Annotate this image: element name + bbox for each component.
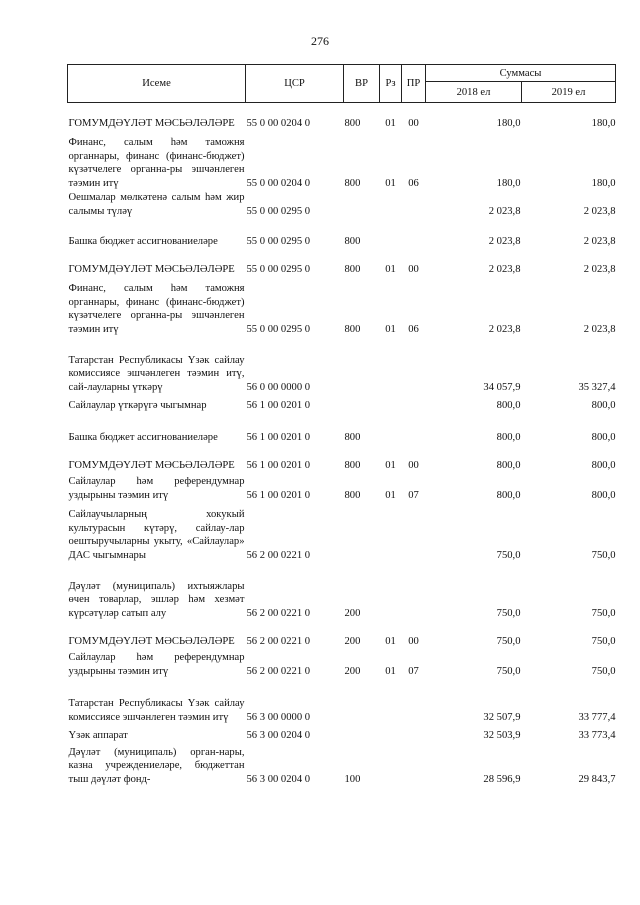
row-sum-2018: 750,0 bbox=[496, 549, 521, 561]
row-sum-2019: 750,0 bbox=[591, 635, 616, 647]
row-sum-2018: 750,0 bbox=[496, 607, 521, 619]
row-sum-2018: 32 503,9 bbox=[483, 729, 521, 741]
row-csr: 55 0 00 0295 0 bbox=[246, 205, 311, 217]
table-row bbox=[68, 103, 616, 131]
row-sum-2018: 2 023,8 bbox=[488, 263, 521, 275]
row-vr bbox=[344, 679, 380, 725]
row-rz bbox=[380, 743, 402, 787]
row-csr: 56 2 00 0221 0 bbox=[246, 665, 311, 677]
row-vr: 800 bbox=[344, 117, 361, 129]
table-row bbox=[68, 563, 616, 621]
row-csr: 56 3 00 0204 0 bbox=[246, 729, 311, 741]
row-sum-2018: 28 596,9 bbox=[483, 773, 521, 785]
row-name: Үзәк аппарат bbox=[68, 729, 128, 741]
row-sum-2018: 800,0 bbox=[496, 459, 521, 471]
row-rz: 01 bbox=[385, 323, 396, 335]
row-name: Сайлаулар үткәрүгә чыгымнар bbox=[68, 399, 207, 411]
header-csr: ЦСР bbox=[246, 65, 344, 103]
row-vr: 800 bbox=[344, 177, 361, 189]
row-vr: 800 bbox=[344, 263, 361, 275]
row-sum-2019: 750,0 bbox=[591, 549, 616, 561]
row-name: Сайлаулар һәм референдумнар уздырыны тәэмин итү bbox=[68, 476, 245, 501]
row-rz: 01 bbox=[385, 177, 396, 189]
row-pr: 00 bbox=[408, 635, 419, 647]
row-csr: 55 0 00 0295 0 bbox=[246, 323, 311, 335]
table-row bbox=[68, 395, 616, 413]
row-vr: 800 bbox=[344, 489, 361, 501]
table-row bbox=[68, 131, 616, 191]
table-row bbox=[68, 337, 616, 395]
row-rz bbox=[380, 503, 402, 563]
row-rz bbox=[380, 219, 402, 249]
row-sum-2019: 2 023,8 bbox=[583, 205, 616, 217]
row-csr: 55 0 00 0295 0 bbox=[246, 235, 311, 247]
row-csr: 55 0 00 0204 0 bbox=[246, 117, 311, 129]
row-vr bbox=[344, 395, 380, 413]
row-rz: 01 bbox=[385, 665, 396, 677]
row-sum-2019: 2 023,8 bbox=[583, 235, 616, 247]
header-vr: ВР bbox=[344, 65, 380, 103]
row-sum-2019: 180,0 bbox=[591, 117, 616, 129]
row-vr: 200 bbox=[344, 665, 361, 677]
row-csr: 56 1 00 0201 0 bbox=[246, 459, 311, 471]
table-row bbox=[68, 249, 616, 277]
row-pr bbox=[402, 191, 426, 219]
header-year-2019: 2019 ел bbox=[522, 82, 616, 103]
header-name: Исеме bbox=[68, 65, 246, 103]
table-row bbox=[68, 191, 616, 219]
row-rz bbox=[380, 337, 402, 395]
row-sum-2018: 2 023,8 bbox=[488, 323, 521, 335]
row-sum-2018: 800,0 bbox=[496, 399, 521, 411]
header-rz: Рз bbox=[380, 65, 402, 103]
row-rz bbox=[380, 679, 402, 725]
row-pr: 00 bbox=[408, 459, 419, 471]
table-row bbox=[68, 413, 616, 445]
row-pr: 07 bbox=[408, 665, 419, 677]
table-row bbox=[68, 277, 616, 337]
header-year-2018: 2018 ел bbox=[426, 82, 522, 103]
row-vr: 200 bbox=[344, 607, 361, 619]
row-sum-2019: 2 023,8 bbox=[583, 263, 616, 275]
row-sum-2019: 33 777,4 bbox=[578, 711, 616, 723]
row-sum-2019: 800,0 bbox=[591, 459, 616, 471]
row-pr: 06 bbox=[408, 177, 419, 189]
row-sum-2018: 180,0 bbox=[496, 117, 521, 129]
row-rz bbox=[380, 413, 402, 445]
table-row bbox=[68, 621, 616, 649]
budget-table bbox=[67, 64, 616, 787]
row-sum-2019: 35 327,4 bbox=[578, 381, 616, 393]
row-vr: 800 bbox=[344, 459, 361, 471]
row-vr: 100 bbox=[344, 773, 361, 785]
row-pr: 00 bbox=[408, 117, 419, 129]
row-name: Сайлаулар һәм референдумнар уздырыны тәэмин итү bbox=[68, 652, 245, 677]
row-pr: 00 bbox=[408, 263, 419, 275]
row-sum-2018: 180,0 bbox=[496, 177, 521, 189]
row-pr bbox=[402, 743, 426, 787]
row-vr: 800 bbox=[344, 235, 361, 247]
row-csr: 56 2 00 0221 0 bbox=[246, 635, 311, 647]
row-csr: 56 1 00 0201 0 bbox=[246, 489, 311, 501]
row-vr: 800 bbox=[344, 323, 361, 335]
row-pr bbox=[402, 219, 426, 249]
row-rz: 01 bbox=[385, 263, 396, 275]
row-name: Оешмалар мөлкәтенә салым һәм жир салымы түләү bbox=[68, 192, 245, 217]
row-pr bbox=[402, 395, 426, 413]
row-rz bbox=[380, 191, 402, 219]
row-pr bbox=[402, 413, 426, 445]
row-sum-2019: 33 773,4 bbox=[578, 729, 616, 741]
row-csr: 56 2 00 0221 0 bbox=[246, 607, 311, 619]
row-rz bbox=[380, 725, 402, 743]
row-sum-2019: 2 023,8 bbox=[583, 323, 616, 335]
row-pr bbox=[402, 337, 426, 395]
table-row bbox=[68, 503, 616, 563]
row-vr bbox=[344, 191, 380, 219]
table-row bbox=[68, 445, 616, 473]
row-name: ГОМУМДӘҮЛӘТ МӘСЬӘЛӘЛӘРЕ bbox=[68, 459, 235, 471]
row-sum-2018: 2 023,8 bbox=[488, 205, 521, 217]
table-row bbox=[68, 743, 616, 787]
row-pr bbox=[402, 563, 426, 621]
row-sum-2018: 32 507,9 bbox=[483, 711, 521, 723]
row-name: Дәүләт (муниципаль) орган-нары, казна учреждениеләре, бюджеттан тыш дәүләт фонд- bbox=[68, 746, 245, 785]
row-rz: 01 bbox=[385, 459, 396, 471]
header-sums: Суммасы bbox=[426, 65, 616, 82]
row-csr: 55 0 00 0295 0 bbox=[246, 263, 311, 275]
row-sum-2019: 800,0 bbox=[591, 399, 616, 411]
row-rz bbox=[380, 563, 402, 621]
row-vr bbox=[344, 725, 380, 743]
row-name: ГОМУМДӘҮЛӘТ МӘСЬӘЛӘЛӘРЕ bbox=[68, 117, 235, 129]
row-sum-2019: 800,0 bbox=[591, 489, 616, 501]
row-rz: 01 bbox=[385, 635, 396, 647]
table-row bbox=[68, 725, 616, 743]
row-csr: 56 3 00 0000 0 bbox=[246, 711, 311, 723]
row-sum-2019: 750,0 bbox=[591, 607, 616, 619]
header-pr: ПР bbox=[402, 65, 426, 103]
row-sum-2018: 2 023,8 bbox=[488, 235, 521, 247]
row-vr bbox=[344, 337, 380, 395]
row-pr bbox=[402, 503, 426, 563]
row-sum-2018: 800,0 bbox=[496, 431, 521, 443]
row-sum-2018: 34 057,9 bbox=[483, 381, 521, 393]
row-name: Башка бюджет ассигнованиеләре bbox=[68, 431, 218, 443]
row-name: Финанс, салым һәм таможня органнары, финанс (финанс-бюджет) күзәтчелеге органна-ры эшчәнлеген тәэмин итү bbox=[68, 137, 245, 189]
row-name: Татарстан Республикасы Үзәк сайлау комиссиясе эшчәнлеген тәэмин итү bbox=[68, 698, 245, 723]
row-pr bbox=[402, 725, 426, 743]
page-number: 276 bbox=[311, 34, 329, 48]
row-name: ГОМУМДӘҮЛӘТ МӘСЬӘЛӘЛӘРЕ bbox=[68, 263, 235, 275]
row-name: Башка бюджет ассигнованиеләре bbox=[68, 235, 218, 247]
row-sum-2019: 180,0 bbox=[591, 177, 616, 189]
row-vr bbox=[344, 503, 380, 563]
row-rz: 01 bbox=[385, 489, 396, 501]
row-sum-2019: 29 843,7 bbox=[578, 773, 616, 785]
row-name: Дәүләт (муниципаль) ихтыяжлары өчен товарлар, эшләр һәм хезмәт күрсәтүләр сатып алу bbox=[68, 580, 245, 619]
row-csr: 55 0 00 0204 0 bbox=[246, 177, 311, 189]
row-csr: 56 2 00 0221 0 bbox=[246, 549, 311, 561]
table-row bbox=[68, 649, 616, 679]
row-rz bbox=[380, 395, 402, 413]
row-csr: 56 1 00 0201 0 bbox=[246, 399, 311, 411]
row-sum-2018: 750,0 bbox=[496, 665, 521, 677]
row-rz: 01 bbox=[385, 117, 396, 129]
table-row bbox=[68, 219, 616, 249]
row-csr: 56 0 00 0000 0 bbox=[246, 381, 311, 393]
row-pr: 06 bbox=[408, 323, 419, 335]
row-name: ГОМУМДӘҮЛӘТ МӘСЬӘЛӘЛӘРЕ bbox=[68, 635, 235, 647]
table-row bbox=[68, 473, 616, 503]
row-pr: 07 bbox=[408, 489, 419, 501]
row-csr: 56 3 00 0204 0 bbox=[246, 773, 311, 785]
row-sum-2019: 800,0 bbox=[591, 431, 616, 443]
row-pr bbox=[402, 679, 426, 725]
row-sum-2019: 750,0 bbox=[591, 665, 616, 677]
table-row bbox=[68, 679, 616, 725]
row-name: Финанс, салым һәм таможня органнары, финанс (финанс-бюджет) күзәтчелеге органна-ры эшчәнлеген тәэмин итү bbox=[68, 283, 245, 335]
row-csr: 56 1 00 0201 0 bbox=[246, 431, 311, 443]
row-name: Сайлаучыларның хокукый культурасын күтәрү, сайлау-лар оештыручыларны укыту, «Сайлаулар» ДАС чыгымнары bbox=[68, 509, 245, 561]
table-body bbox=[68, 103, 616, 787]
row-vr: 800 bbox=[344, 431, 361, 443]
row-sum-2018: 750,0 bbox=[496, 635, 521, 647]
row-sum-2018: 800,0 bbox=[496, 489, 521, 501]
row-vr: 200 bbox=[344, 635, 361, 647]
row-name: Татарстан Республикасы Үзәк сайлау комиссиясе эшчәнлеген тәэмин итү, сай-лауларны үткәрү bbox=[68, 354, 245, 393]
